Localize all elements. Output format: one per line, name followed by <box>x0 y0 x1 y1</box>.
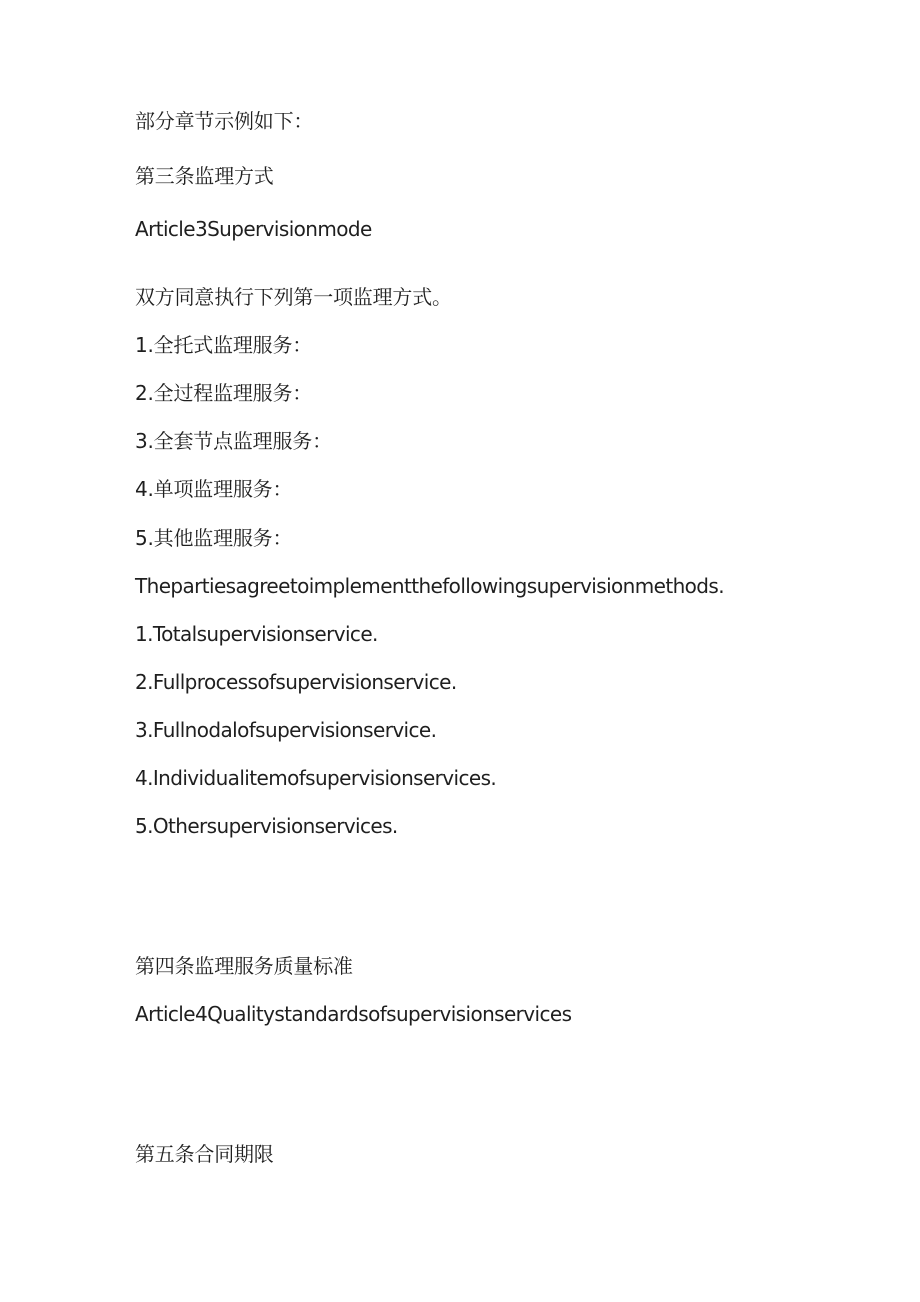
article3-item-en-5: 5.Othersupervisionservices. <box>135 814 398 838</box>
article4-title-en: Article4Qualitystandardsofsupervisionservices <box>135 1002 572 1026</box>
intro-text: 部分章节示例如下： <box>135 109 314 133</box>
article5-title-cn: 第五条合同期限 <box>135 1142 274 1166</box>
article3-item-cn-1: 1.全托式监理服务： <box>135 333 313 357</box>
article3-item-cn-4: 4.单项监理服务： <box>135 477 293 501</box>
article3-body-cn: 双方同意执行下列第一项监理方式。 <box>135 285 452 309</box>
article3-item-en-2: 2.Fullprocessofsupervisionservice. <box>135 670 457 694</box>
article3-item-en-3: 3.Fullnodalofsupervisionservice. <box>135 718 437 742</box>
article4-title-cn: 第四条监理服务质量标准 <box>135 954 353 978</box>
article3-item-cn-3: 3.全套节点监理服务： <box>135 429 332 453</box>
article3-title-cn: 第三条监理方式 <box>135 164 274 188</box>
article3-item-cn-5: 5.其他监理服务： <box>135 526 293 550</box>
article3-item-cn-2: 2.全过程监理服务： <box>135 381 313 405</box>
article3-item-en-4: 4.Individualitemofsupervisionservices. <box>135 766 497 790</box>
article3-title-en: Article3Supervisionmode <box>135 217 372 241</box>
article3-body-en: Thepartiesagreetoimplementthefollowingsupervisionmethods. <box>135 574 724 598</box>
article3-item-en-1: 1.Totalsupervisionservice. <box>135 622 378 646</box>
